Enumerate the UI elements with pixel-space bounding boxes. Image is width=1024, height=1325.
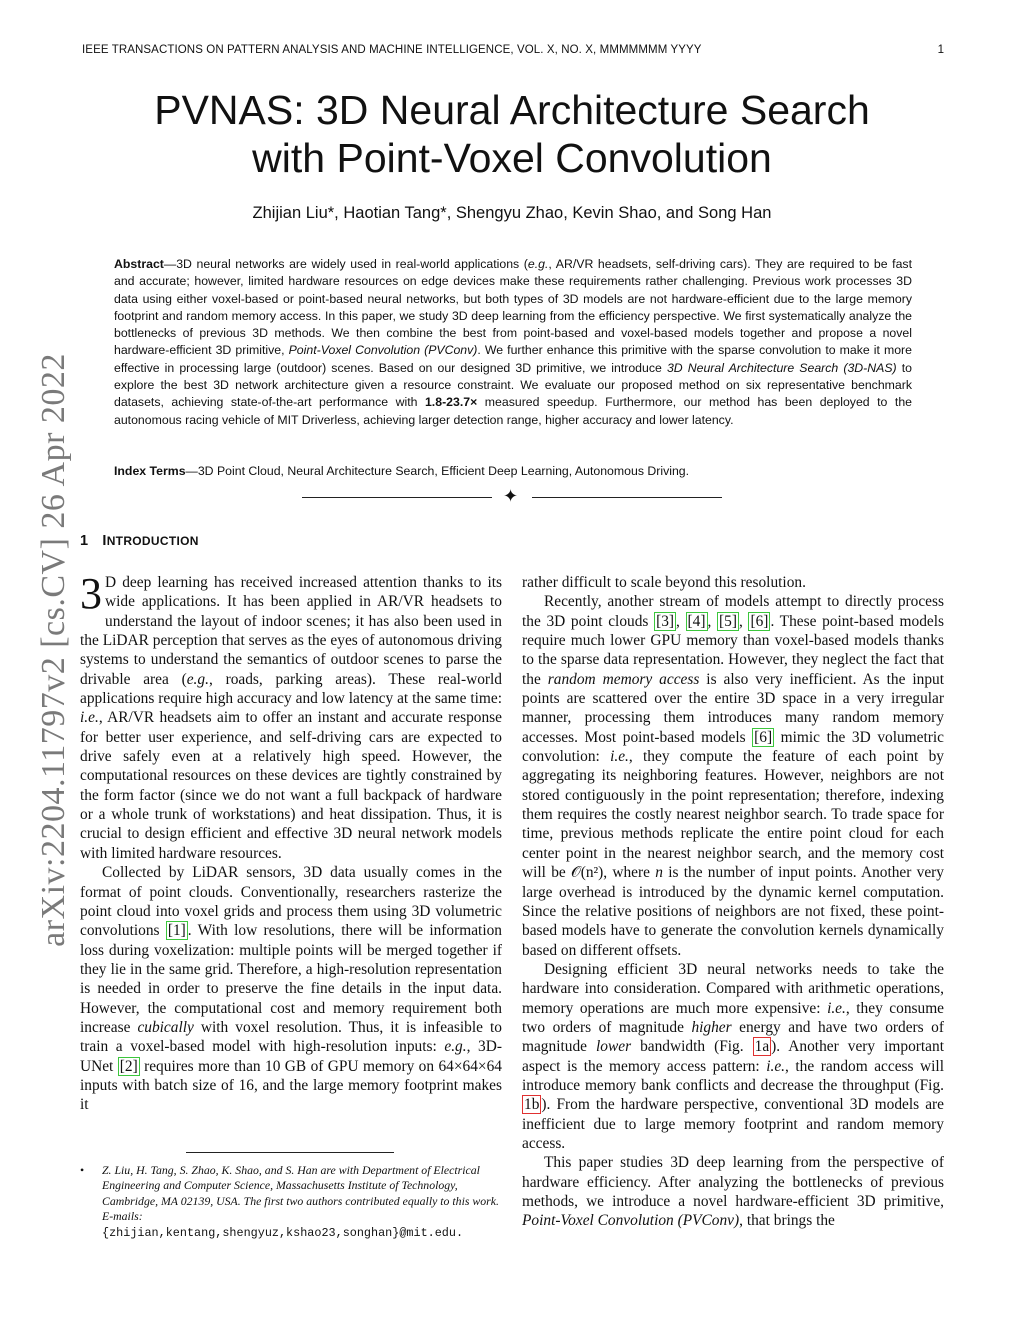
abstract-text: . We further enhance this primitive with the sparse convolution to make it more effective in processing large (outdoor) scenes. Based on our designed 3D primitive, we introduce	[114, 343, 912, 375]
running-header: IEEE TRANSACTIONS ON PATTERN ANALYSIS AND MACHINE INTELLIGENCE, VOL. X, NO. X, MMMMMMM YYYY	[82, 44, 702, 56]
title-line-1: PVNAS: 3D Neural Architecture Search	[154, 87, 870, 133]
index-terms-label: Index Terms	[114, 464, 186, 478]
intro-paragraph-4	[522, 960, 944, 1153]
body-text: , where	[603, 864, 656, 882]
footnote-text: Z. Liu, H. Tang, S. Zhao, K. Shao, and S. Han are with Department of Electrical Engineering and Computer Science, Massachusetts Institute of Technology, Cambridge, MA 02139, USA. The first two authors contributed equally to this work.	[102, 1163, 499, 1208]
index-terms	[114, 464, 689, 478]
intro-paragraph-3	[522, 592, 944, 960]
body-text: ). From the hardware perspective, conventional 3D models are inefficient due to large memory footprint and random memory access.	[522, 1096, 944, 1152]
body-italic: e.g.	[186, 670, 209, 688]
footnote-bullet: •	[80, 1163, 85, 1177]
body-italic: i.e.	[610, 748, 629, 766]
body-text: Collected by LiDAR sensors, 3D data usually comes in the format of point clouds. Conventionally, researchers rasterize the point cloud into voxel grids and process them using 3D volumetric convolutions	[80, 864, 502, 940]
dropcap: 3	[80, 569, 102, 618]
separator-diamond-icon: ✦	[503, 486, 519, 506]
abstract-text: , AR/VR headsets, self-driving cars). They are required to be fast and accurate; however, limited hardware resources on edge devices make these requirements rather challenging. Previous work processes 3D data using either voxel-based or point-based neural networks, but both types of 3D models are not hardware-efficient due to the large memory footprint and random memory access. In this paper, we study 3D deep learning from the efficiency perspective. We first systematically analyze the bottlenecks of previous 3D methods. We then combine the best from point-based and voxel-based models together and propose a novel hardware-efficient 3D primitive,	[114, 257, 912, 358]
citation-link[interactable]: [3]	[656, 612, 675, 630]
title-line-2: with Point-Voxel Convolution	[252, 135, 772, 181]
citation-link[interactable]: [5]	[719, 612, 737, 630]
separator-line-left	[302, 497, 492, 498]
arxiv-stamp: arXiv:2204.11797v2 [cs.CV] 26 Apr 2022	[35, 353, 72, 947]
citation-link[interactable]: [2]	[119, 1057, 138, 1075]
body-text: Recently, another stream of models attempt to directly process the 3D point clouds	[522, 593, 944, 630]
body-text: D deep learning has received increased attention thanks to its wide applications. It has been applied in AR/VR headsets to understand the layout of indoor scenes; it has also been used in the LiDAR perception that serves as the eyes of autonomous driving systems to understand the semantics of outdoor scenes to parse the drivable area (	[80, 574, 502, 688]
body-italic: i.e.	[80, 709, 99, 727]
body-text: Designing efficient 3D neural networks needs to take the hardware into consideration. Compared with arithmetic operations, memory operations are much more expensive:	[522, 960, 944, 1017]
body-text: requires more than 10 GB of GPU memory on 64×64×64 inputs with batch size of 16, and the large memory footprint makes it	[80, 1057, 503, 1114]
body-text: , AR/VR headsets aim to offer an instant and accurate response for better user experience, and self-driving cars are expected to drive safely even at a relatively high speed. However, the computational resources on these devices are tightly constrained by the form factor (since we do not want a full backpack of hardware or a whole trunk of workstations) and heat dissipation. Thus, it is crucial to design efficient and effective 3D neural network models with limited hardware resources.	[80, 709, 502, 862]
body-text: ,	[676, 612, 686, 630]
body-text: with voxel resolution. Thus, it is infeasible to train a voxel-based model with high-resolution inputs:	[80, 1018, 502, 1056]
abstract-speedup: 1.8-23.7×	[424, 395, 478, 410]
footnote-rule	[186, 1152, 394, 1153]
footnote-emails: {zhijian,kentang,shengyuz,kshao23,songhan}@mit.edu.	[102, 1225, 464, 1240]
abstract-nas: 3D Neural Architecture Search (3D-NAS)	[666, 360, 897, 375]
body-text: ). Another very important aspect is the memory access pattern:	[522, 1038, 944, 1075]
body-italic: lower	[596, 1038, 632, 1056]
abstract-pvconv: Point-Voxel Convolution (PVConv)	[288, 343, 478, 358]
body-text: , they consume two orders of magnitude	[522, 999, 945, 1036]
body-text: , that brings the	[739, 1212, 835, 1230]
section-number: 1	[80, 533, 89, 549]
body-text: . These point-based models require much lower GPU memory than voxel-based models thanks to the sparse data representation. However, they neglect the fact that the	[522, 612, 944, 688]
abstract-text: —3D neural networks are widely used in real-world applications (	[163, 257, 528, 271]
body-text: , 3D-UNet	[80, 1038, 502, 1075]
body-text: , they compute the feature of each point by aggregating its neighboring features. However, neighbors are not stored contiguously in the point representation; therefore, indexing them requires the costly nearest neighbor search. To trade space for time, previous methods replicate the entire point cloud for each center point in the nearest neighbor search, and the memory cost will be	[522, 748, 944, 882]
body-text: is the number of input points. Another very large overhead is introduced by the dynamic kernel computation. Since the relative positions of neighbors are not fixed, these point-based models have to generate the convolution kernels dynamically based on different offsets.	[522, 864, 945, 959]
body-text: This paper studies 3D deep learning from the perspective of hardware efficiency. After analyzing the bottlenecks of previous methods, we introduce a novel hardware-efficient 3D primitive,	[522, 1154, 944, 1210]
math-variable: n	[655, 864, 663, 882]
right-column	[522, 573, 944, 1231]
body-text: , the random access will introduce memory bank conflicts and decrease the throughput (Fig.	[522, 1057, 944, 1094]
footnote-emails-label: E-mails:	[102, 1209, 143, 1224]
body-text: energy and have two orders of magnitude	[522, 1018, 944, 1056]
citation-link[interactable]: [1]	[167, 922, 186, 940]
math-complexity: 𝒪(n²)	[571, 864, 604, 882]
body-text: ,	[738, 612, 749, 630]
page-number: 1	[937, 44, 944, 56]
body-text: . With low resolutions, there will be information loss during voxelization: multiple points will be merged together if they lie in the same grid. Therefore, a high-resolution representation is needed in order to preserve the fine details in the input data. However, the computational cost and memory requirement both increase	[80, 922, 502, 1036]
body-text: , roads, parking areas). These real-world applications require high accuracy and low latency at the same time:	[80, 670, 502, 708]
body-italic: cubically	[137, 1018, 194, 1036]
intro-paragraph-5	[522, 1153, 944, 1230]
body-italic: higher	[691, 1018, 732, 1036]
left-column	[80, 569, 503, 1115]
body-italic: Point-Voxel Convolution (PVConv)	[522, 1212, 740, 1230]
footnote-body	[102, 1163, 502, 1241]
section-title-rest: NTRODUCTION	[106, 534, 199, 548]
body-italic: e.g.	[444, 1038, 467, 1056]
body-text: mimic the 3D volumetric convolution:	[522, 728, 944, 766]
citation-link[interactable]: [6]	[750, 612, 769, 630]
affiliation-footnote	[80, 1163, 502, 1241]
section-initial: I	[102, 533, 107, 549]
intro-paragraph-2	[80, 863, 502, 1114]
body-italic: i.e.	[827, 999, 846, 1017]
abstract	[114, 256, 912, 429]
body-text: ,	[707, 612, 718, 630]
abstract-text: to explore the best 3D network architecture given a resource constraint. We evaluate our proposed method on six representative benchmark datasets, achieving state-of-the-art performance with	[114, 360, 913, 410]
abstract-eg: e.g.	[527, 257, 549, 271]
intro-paragraph-1	[80, 569, 502, 863]
index-terms-text: —3D Point Cloud, Neural Architecture Search, Efficient Deep Learning, Autonomous Driving.	[185, 464, 690, 478]
abstract-text: measured speedup. Furthermore, our method has been deployed to the autonomous racing vehicle of MIT Driverless, achieving larger detection range, higher accuracy and lower latency.	[114, 395, 912, 427]
body-text: is also very inefficient. As the input points are scattered over the entire 3D space in a very irregular manner, processing them introduces many random memory accesses. Most point-based models	[522, 670, 945, 746]
paper-title	[0, 86, 1024, 182]
figure-link[interactable]: 1b	[524, 1096, 540, 1114]
citation-link[interactable]: [4]	[687, 612, 706, 630]
abstract-label: Abstract	[114, 257, 164, 271]
body-text: bandwidth (Fig.	[631, 1038, 753, 1056]
section-heading	[80, 533, 199, 549]
figure-link[interactable]: 1a	[754, 1038, 770, 1056]
intro-paragraph-continued: rather difficult to scale beyond this resolution.	[522, 574, 806, 591]
body-italic: random memory access	[547, 670, 700, 688]
citation-link[interactable]: [6]	[754, 728, 773, 746]
body-italic: i.e.	[766, 1057, 786, 1075]
separator-line-right	[532, 497, 722, 498]
author-list: Zhijian Liu*, Haotian Tang*, Shengyu Zhao, Kevin Shao, and Song Han	[252, 204, 772, 222]
